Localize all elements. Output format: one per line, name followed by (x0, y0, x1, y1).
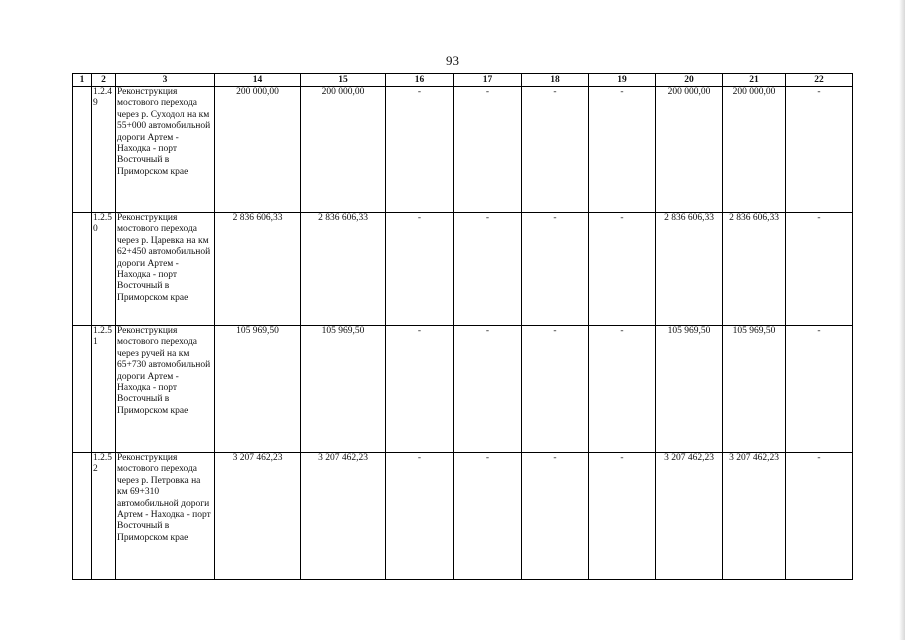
value-cell-21: 200 000,00 (723, 87, 786, 213)
value-cell-16: - (386, 87, 454, 213)
column-header: 20 (656, 74, 723, 87)
value-cell-21: 105 969,50 (723, 326, 786, 453)
page-edge-shadow (899, 0, 905, 640)
column-header: 22 (786, 74, 853, 87)
column-header: 1 (73, 74, 92, 87)
value-cell-16: - (386, 326, 454, 453)
row-code-cell: 1.2.5 1 (92, 326, 116, 453)
column-header: 21 (723, 74, 786, 87)
value-cell-22: - (786, 453, 853, 580)
value-cell-21: 2 836 606,33 (723, 213, 786, 326)
value-cell-19: - (589, 453, 656, 580)
value-cell-14: 2 836 606,33 (215, 213, 301, 326)
value-cell-18: - (522, 326, 589, 453)
row-name-cell: Реконструкция мостового перехода через ручей на км 65+730 автомобильной дороги Артем - Находка - порт Восточный в Приморском крае (116, 326, 215, 453)
value-cell-18: - (522, 87, 589, 213)
value-cell-19: - (589, 326, 656, 453)
value-cell-19: - (589, 213, 656, 326)
page-number: 93 (446, 53, 459, 68)
row-col1-cell (73, 213, 92, 326)
column-header: 16 (386, 74, 454, 87)
value-cell-19: - (589, 87, 656, 213)
value-cell-22: - (786, 213, 853, 326)
row-code-cell: 1.2.4 9 (92, 87, 116, 213)
value-cell-14: 200 000,00 (215, 87, 301, 213)
column-header: 18 (522, 74, 589, 87)
row-name-cell: Реконструкция мостового перехода через р. Царевка на км 62+450 автомобильной дороги Артем - Находка - порт Восточный в Приморском крае (116, 213, 215, 326)
value-cell-17: - (454, 453, 522, 580)
value-cell-14: 105 969,50 (215, 326, 301, 453)
value-cell-16: - (386, 213, 454, 326)
value-cell-18: - (522, 213, 589, 326)
column-header: 19 (589, 74, 656, 87)
row-code-cell: 1.2.5 0 (92, 213, 116, 326)
value-cell-20: 2 836 606,33 (656, 213, 723, 326)
row-col1-cell (73, 87, 92, 213)
column-header: 17 (454, 74, 522, 87)
budget-table (72, 73, 853, 580)
value-cell-16: - (386, 453, 454, 580)
value-cell-15: 2 836 606,33 (301, 213, 386, 326)
table-row (73, 213, 853, 326)
value-cell-17: - (454, 87, 522, 213)
value-cell-15: 200 000,00 (301, 87, 386, 213)
value-cell-20: 3 207 462,23 (656, 453, 723, 580)
header-row (73, 74, 853, 87)
column-header: 14 (215, 74, 301, 87)
value-cell-15: 3 207 462,23 (301, 453, 386, 580)
row-code-cell: 1.2.5 2 (92, 453, 116, 580)
value-cell-14: 3 207 462,23 (215, 453, 301, 580)
value-cell-22: - (786, 87, 853, 213)
value-cell-18: - (522, 453, 589, 580)
column-header: 3 (116, 74, 215, 87)
row-name-cell: Реконструкция мостового перехода через р. Суходол на км 55+000 автомобильной дороги Артем - Находка - порт Восточный в Приморском крае (116, 87, 215, 213)
row-col1-cell (73, 326, 92, 453)
row-name-cell: Реконструкция мостового перехода через р. Петровка на км 69+310 автомобильной дороги Артем - Находка - порт Восточный в Приморском крае (116, 453, 215, 580)
value-cell-17: - (454, 213, 522, 326)
value-cell-22: - (786, 326, 853, 453)
value-cell-15: 105 969,50 (301, 326, 386, 453)
value-cell-20: 200 000,00 (656, 87, 723, 213)
table-row (73, 87, 853, 213)
column-header: 2 (92, 74, 116, 87)
table-row (73, 453, 853, 580)
value-cell-17: - (454, 326, 522, 453)
table-row (73, 326, 853, 453)
value-cell-20: 105 969,50 (656, 326, 723, 453)
value-cell-21: 3 207 462,23 (723, 453, 786, 580)
column-header: 15 (301, 74, 386, 87)
row-col1-cell (73, 453, 92, 580)
